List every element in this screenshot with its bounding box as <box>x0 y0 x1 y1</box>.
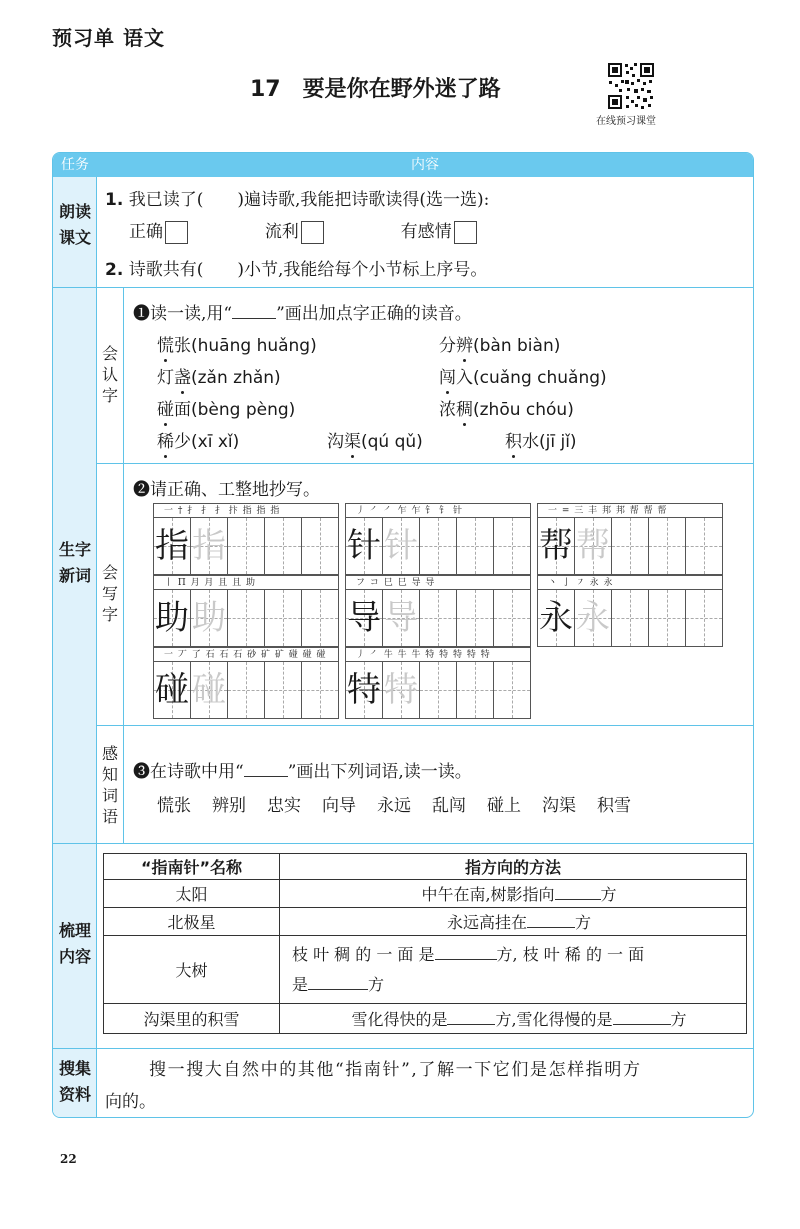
pinyin-options: (xī xǐ) <box>191 432 240 452</box>
q2-text-b: )小节,我能给每个小节标上序号。 <box>237 260 488 280</box>
method-text: 枝 叶 稠 的 一 面 是 <box>292 944 435 964</box>
word-char: 分 <box>439 336 456 356</box>
sub-char: 词 <box>101 786 118 805</box>
lesson-number: 17 <box>250 77 281 102</box>
sub-perceive <box>97 743 123 827</box>
dotted-char: 闯 <box>439 368 456 388</box>
sub-char: 会 <box>101 344 118 363</box>
writing-grid[interactable] <box>537 575 723 647</box>
row-name: 沟渠里的积雪 <box>104 1004 280 1034</box>
divider <box>97 463 754 464</box>
model-char: 特 <box>347 670 381 710</box>
vocab-word: 辨别 <box>212 796 246 816</box>
fill-blank[interactable] <box>435 959 497 960</box>
pinyin-item <box>157 395 295 420</box>
model-char: 针 <box>347 526 381 566</box>
col-header-method: 指方向的方法 <box>280 854 747 880</box>
pinyin-item <box>439 363 607 388</box>
trace-char: 特 <box>384 670 418 710</box>
trace-char: 针 <box>384 526 418 566</box>
dotted-char: 稀 <box>157 432 174 452</box>
divider <box>97 725 754 726</box>
reading-options <box>129 217 477 244</box>
option-correct-label: 正确 <box>129 222 163 242</box>
pinyin-item <box>439 395 574 420</box>
row-method <box>280 936 747 1004</box>
dotted-char: 慌 <box>157 336 174 356</box>
table-row <box>104 880 747 908</box>
task-collect-line2: 资料 <box>58 1085 91 1104</box>
lesson-name: 要是你在野外迷了路 <box>302 77 501 102</box>
reading-q1 <box>105 185 489 210</box>
model-char: 指 <box>155 526 189 566</box>
q2-text-a: 诗歌共有( <box>128 260 204 280</box>
preview-table <box>52 152 754 1118</box>
table-header-row <box>53 153 753 177</box>
table-row <box>104 936 747 1004</box>
vocab-word: 乱闯 <box>432 796 466 816</box>
row-method <box>280 908 747 936</box>
sub-char: 认 <box>101 365 118 384</box>
task-sort-line1: 梳理 <box>58 921 91 940</box>
word-char: 沟 <box>327 432 344 452</box>
q1-text-a: 我已读了( <box>128 190 204 210</box>
sub-recognize <box>97 343 123 406</box>
method-text: 永远高挂在 <box>446 913 527 932</box>
method-text: 中午在南,树影指向 <box>421 885 555 904</box>
option-emotion-label: 有感情 <box>400 222 452 242</box>
lesson-title <box>250 72 501 103</box>
row-name: 太阳 <box>104 880 280 908</box>
col-header-name: “指南针”名称 <box>104 854 280 880</box>
fill-blank[interactable] <box>527 927 575 928</box>
qr-code-icon[interactable] <box>607 62 655 110</box>
divider <box>53 287 753 288</box>
vocab-word: 沟渠 <box>542 796 576 816</box>
fill-blank[interactable] <box>613 1024 671 1025</box>
writing-grid[interactable] <box>153 575 339 647</box>
recognize-instr-a: 读一读,用“ <box>150 304 233 324</box>
option-correct-checkbox[interactable] <box>165 221 188 244</box>
pinyin-options: (bèng pèng) <box>191 400 296 420</box>
task-words-line2: 新词 <box>58 566 91 585</box>
stroke-order: 丨 П 月 月 且 且 助 <box>154 576 338 590</box>
q1-number: 1. <box>105 190 124 210</box>
pinyin-options: (qú qǔ) <box>361 432 423 452</box>
vocab-word: 碰上 <box>487 796 521 816</box>
page-number: 22 <box>60 1152 77 1166</box>
vocab-word: 积雪 <box>597 796 631 816</box>
collect-line2: 向的。 <box>105 1092 156 1112</box>
task-words-line1: 生字 <box>58 540 91 559</box>
recognize-instr-b: ”画出加点字正确的读音。 <box>276 304 472 324</box>
sub-divider <box>123 287 124 843</box>
dotted-char: 辨 <box>456 336 473 356</box>
method-text: 方 <box>575 913 592 932</box>
recognize-number: ❶ <box>133 304 150 324</box>
stroke-order: 一 † 扌 扌 扌 抃 指 指 指 <box>154 504 338 518</box>
writing-grid[interactable] <box>153 503 339 575</box>
trace-char: 帮 <box>576 526 610 566</box>
pinyin-item <box>157 427 239 452</box>
pinyin-item <box>327 427 423 452</box>
vocab-word: 永远 <box>377 796 411 816</box>
pinyin-options: (zǎn zhǎn) <box>191 368 281 388</box>
option-emotion-checkbox[interactable] <box>454 221 477 244</box>
word-char: 入 <box>456 368 473 388</box>
sub-write <box>97 562 123 625</box>
model-char: 永 <box>539 598 573 638</box>
model-char: 助 <box>155 598 189 638</box>
pinyin-options: (bàn biàn) <box>473 336 561 356</box>
option-fluent-label: 流利 <box>264 222 299 242</box>
row-method <box>280 1004 747 1034</box>
row-name: 大树 <box>104 936 280 1004</box>
stroke-order: 一 丆 了 石 石 石 砂 矿 矿 碰 碰 碰 <box>154 648 338 662</box>
stroke-order: フ コ 巳 巳 导 导 <box>346 576 530 590</box>
writing-grid[interactable] <box>345 575 531 647</box>
stroke-order: 丿 ㇒ 牛 牛 牛 特 特 特 特 特 <box>346 648 530 662</box>
pinyin-options: (cuǎng chuǎng) <box>473 368 607 388</box>
pinyin-item <box>157 331 317 356</box>
task-read-line2: 课文 <box>58 228 91 247</box>
model-char: 导 <box>347 598 381 638</box>
task-collect-line1: 搜集 <box>58 1059 91 1078</box>
method-text: 雪化得快的是 <box>351 1010 448 1029</box>
method-text: 方,雪化得慢的是 <box>495 1010 613 1029</box>
writing-grid[interactable] <box>153 647 339 719</box>
dotted-char: 碰 <box>157 400 174 420</box>
task-column <box>53 177 97 1118</box>
trace-char: 助 <box>192 598 226 638</box>
pinyin-item <box>439 331 560 356</box>
perceive-instr-a: 在诗歌中用“ <box>150 762 244 782</box>
table-row <box>104 908 747 936</box>
task-sort <box>53 918 97 970</box>
recognize-instruction <box>133 299 472 324</box>
pinyin-options: (zhōu chóu) <box>473 400 574 420</box>
table-row <box>104 1004 747 1034</box>
stroke-order: 一 = 三 丰 邦 邦 帮 帮 帮 <box>538 504 722 518</box>
method-text: 方 <box>600 885 617 904</box>
dotted-char: 渠 <box>344 432 361 452</box>
table-header <box>104 854 747 880</box>
divider <box>53 843 753 844</box>
trace-char: 永 <box>576 598 610 638</box>
book-header: 预习单 语文 <box>52 26 165 50</box>
content-header: 内容 <box>411 157 439 173</box>
write-instr: 请正确、工整地抄写。 <box>150 480 320 500</box>
word-char: 少 <box>174 432 191 452</box>
sub-char: 语 <box>101 807 118 826</box>
row-name: 北极星 <box>104 908 280 936</box>
trace-char: 指 <box>192 526 226 566</box>
trace-char: 导 <box>384 598 418 638</box>
word-char: 张 <box>174 336 191 356</box>
divider <box>53 1048 753 1049</box>
task-sort-line2: 内容 <box>58 947 91 966</box>
pinyin-options: (jī jǐ) <box>539 432 577 452</box>
collect-line1: 搜一搜大自然中的其他“指南针”,了解一下它们是怎样指明方 <box>149 1060 642 1080</box>
task-header: 任务 <box>61 157 89 173</box>
pinyin-options: (huāng huǎng) <box>191 336 317 356</box>
method-text: 方, 枝 叶 稀 的 一 面 <box>496 944 645 964</box>
model-char: 碰 <box>155 670 189 710</box>
sub-char: 字 <box>101 386 118 405</box>
sub-char: 会 <box>101 563 118 582</box>
fill-blank[interactable] <box>447 1024 495 1025</box>
task-words <box>53 537 97 589</box>
word-char: 灯 <box>157 368 174 388</box>
task-collect <box>53 1056 97 1108</box>
task-read-line1: 朗读 <box>58 202 91 221</box>
word-char: 面 <box>174 400 191 420</box>
row-method <box>280 880 747 908</box>
writing-grid[interactable] <box>345 503 531 575</box>
word-char: 水 <box>522 432 539 452</box>
pinyin-item <box>157 363 281 388</box>
q2-number: 2. <box>105 260 124 280</box>
task-read <box>53 199 97 251</box>
writing-grid[interactable] <box>537 503 723 575</box>
dotted-char: 积 <box>505 432 522 452</box>
qr-label: 在线预习课堂 <box>596 116 656 127</box>
method-text: 方 <box>670 1010 687 1029</box>
sub-char: 字 <box>101 605 118 624</box>
model-char: 帮 <box>539 526 573 566</box>
pinyin-item <box>505 427 577 452</box>
stroke-order: 丿 ㇒ ㇒ 乍 乍 钅 钅 针 <box>346 504 530 518</box>
writing-grid[interactable] <box>345 647 531 719</box>
trace-char: 碰 <box>192 670 226 710</box>
write-number: ❷ <box>133 480 150 500</box>
perceive-word-list <box>157 791 631 816</box>
write-instruction <box>133 475 320 500</box>
fill-blank[interactable] <box>555 899 601 900</box>
vocab-word: 慌张 <box>157 796 191 816</box>
vocab-word: 忠实 <box>267 796 301 816</box>
sub-char: 感 <box>101 744 118 763</box>
stroke-order: 丶 亅 ㇇ 永 永 <box>538 576 722 590</box>
perceive-instr-b: ”画出下列词语,读一读。 <box>287 762 472 782</box>
method-text: 方 <box>368 974 385 994</box>
fill-blank[interactable] <box>308 989 368 990</box>
dotted-char: 盏 <box>174 368 191 388</box>
compass-table <box>103 853 747 1034</box>
word-char: 浓 <box>439 400 456 420</box>
perceive-number: ❸ <box>133 762 150 782</box>
option-fluent-checkbox[interactable] <box>301 221 324 244</box>
vocab-word: 向导 <box>322 796 356 816</box>
q1-text-b: )遍诗歌,我能把诗歌读得(选一选): <box>237 190 490 210</box>
reading-q2 <box>105 255 487 280</box>
method-text: 是 <box>292 974 309 994</box>
perceive-instruction <box>133 757 472 782</box>
dotted-char: 稠 <box>456 400 473 420</box>
sub-char: 写 <box>101 584 118 603</box>
sub-char: 知 <box>101 765 118 784</box>
